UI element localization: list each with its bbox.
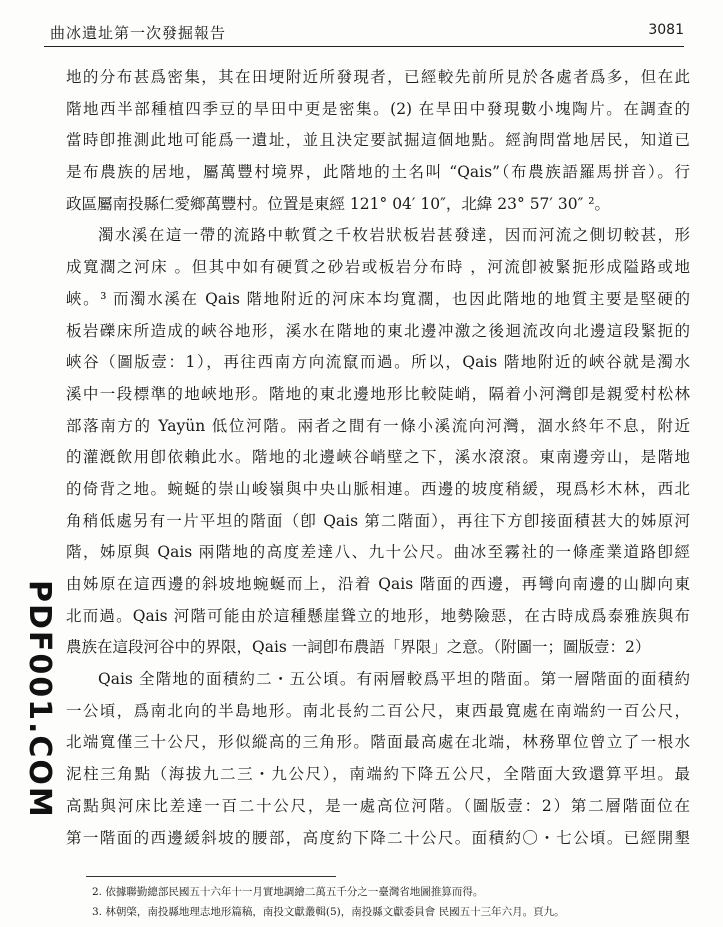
- text-line: 的倚背之地。蜿蜒的崇山峻嶺與中央山脈相連。西邊的坡度稍緩，現爲杉木林，西北: [66, 479, 690, 498]
- text-line: 階地西半部種植四季豆的旱田中更是密集。(2) 在旱田中發現數小塊陶片。在調查的: [66, 99, 690, 118]
- text-line: 峽。³ 而濁水溪在 Qais 階地附近的河床本均寬濶，也因此階地的地質主要是堅硬的: [66, 289, 690, 308]
- page-number: 3081: [648, 22, 684, 38]
- text-line: 第一階面的西邊緩斜坡的腰部，高度約下降二十公尺。面積約〇・七公頃。已經開墾: [66, 828, 690, 847]
- text-line: 北而過。Qais 河階可能由於這種懸崖聳立的地形，地勢險惡，在古時成爲泰雅族與布: [66, 606, 690, 625]
- footnote-2: 2. 依據聯勤總部民國五十六年十一月實地調繪二萬五千分之一臺灣省地圖推算而得。: [92, 886, 484, 898]
- text-line: 部落南方的 Yayün 低位河階。兩者之間有一條小溪流向河灣，涸水終年不息，附近: [66, 416, 690, 435]
- text-line: 板岩礫床所造成的峽谷地形，溪水在階地的東北邊冲激之後迴流改向北邊這段緊扼的: [66, 321, 690, 340]
- text-line: 角稍低處另有一片平坦的階面（卽 Qais 第二階面），再往下方卽接面積甚大的姊原河: [66, 511, 690, 530]
- footnotes: [92, 882, 692, 922]
- paragraph-3: [66, 664, 690, 854]
- text-line: 的灌漑飲用卽依賴此水。階地的北邊峽谷峭壁之下，溪水滾滾。東南邊旁山，是階地: [66, 448, 690, 467]
- page-header: [44, 20, 684, 46]
- text-line: 濁水溪在這一帶的流路中軟質之千枚岩狀板岩甚發達，因而河流之側切較甚，形: [98, 226, 690, 245]
- body-text: [66, 62, 690, 854]
- footnote-rule: [86, 876, 336, 877]
- text-line: 溪中一段標準的地峽地形。階地的東北邊地形比較陡峭，隔着小河灣卽是親愛村松林: [66, 384, 690, 403]
- footnote-3: 3. 林朝棨，南投縣地理志地形篇稿，南投文獻叢輯(5)，南投縣文獻委員會 民國五十三年六月。頁九。: [92, 906, 565, 918]
- running-title: 曲冰遺址第一次發掘報告: [50, 24, 227, 42]
- text-line: 階，姊原與 Qais 兩階地的高度差達八、九十公尺。曲冰至霧社的一條產業道路卽經: [66, 543, 690, 562]
- text-line: 高點與河床比差達一百二十公尺，是一處高位河階。（圖版壹：2）第二層階面位在: [66, 796, 690, 815]
- paragraph-1: [66, 62, 690, 220]
- text-line: 地的分布甚爲密集，其在田埂附近所發現者，已經較先前所見於各處者爲多，但在此: [66, 68, 690, 86]
- text-line: 當時卽推測此地可能爲一遺址，並且決定要試掘這個地點。經詢問當地居民，知道已: [66, 131, 690, 150]
- watermark-text: PDF001.COM: [22, 580, 57, 819]
- watermark: [22, 580, 62, 819]
- text-line: 農族在這段河谷中的界限，Qais 一詞卽布農語「界限」之意。（附圖一；圖版壹：2）: [66, 638, 651, 657]
- text-line: 成寬濶之河床 。但其中如有硬質之砂岩或板岩分布時 ，河流卽被緊扼形成隘路或地: [66, 258, 690, 277]
- text-line: 泥柱三角點（海拔九二三・九公尺），南端約下降五公尺，全階面大致還算平坦。最: [66, 765, 690, 784]
- text-line: 由姊原在這西邊的斜坡地蜿蜒而上，沿着 Qais 階面的西邊，再彎向南邊的山脚向東: [66, 575, 690, 593]
- text-line: 政區屬南投縣仁愛鄉萬豐村。位置是東經 121° 04′ 10″，北緯 23° 57′ 30″ ²。: [66, 194, 611, 213]
- paragraph-2: [66, 220, 690, 664]
- text-line: 北端寬僅三十公尺，形似縱高的三角形。階面最高處在北端，林務單位曾立了一根水: [66, 733, 690, 752]
- text-line: 峽谷（圖版壹：1），再往西南方向流竄而過。所以，Qais 階地附近的峽谷就是濁水: [66, 353, 690, 372]
- header-rule: [44, 46, 684, 47]
- text-line: 一公頃，爲南北向的半島地形。南北長約二百公尺，東西最寬處在南端約一百公尺，: [66, 701, 690, 720]
- text-line: Qais 全階地的面積約二・五公頃。有兩層較爲平坦的階面。第一層階面的面積約: [98, 670, 690, 689]
- text-line: 是布農族的居地，屬萬豐村境界，此階地的土名叫 “Qais”（布農族語羅馬拼音）。行: [66, 163, 690, 182]
